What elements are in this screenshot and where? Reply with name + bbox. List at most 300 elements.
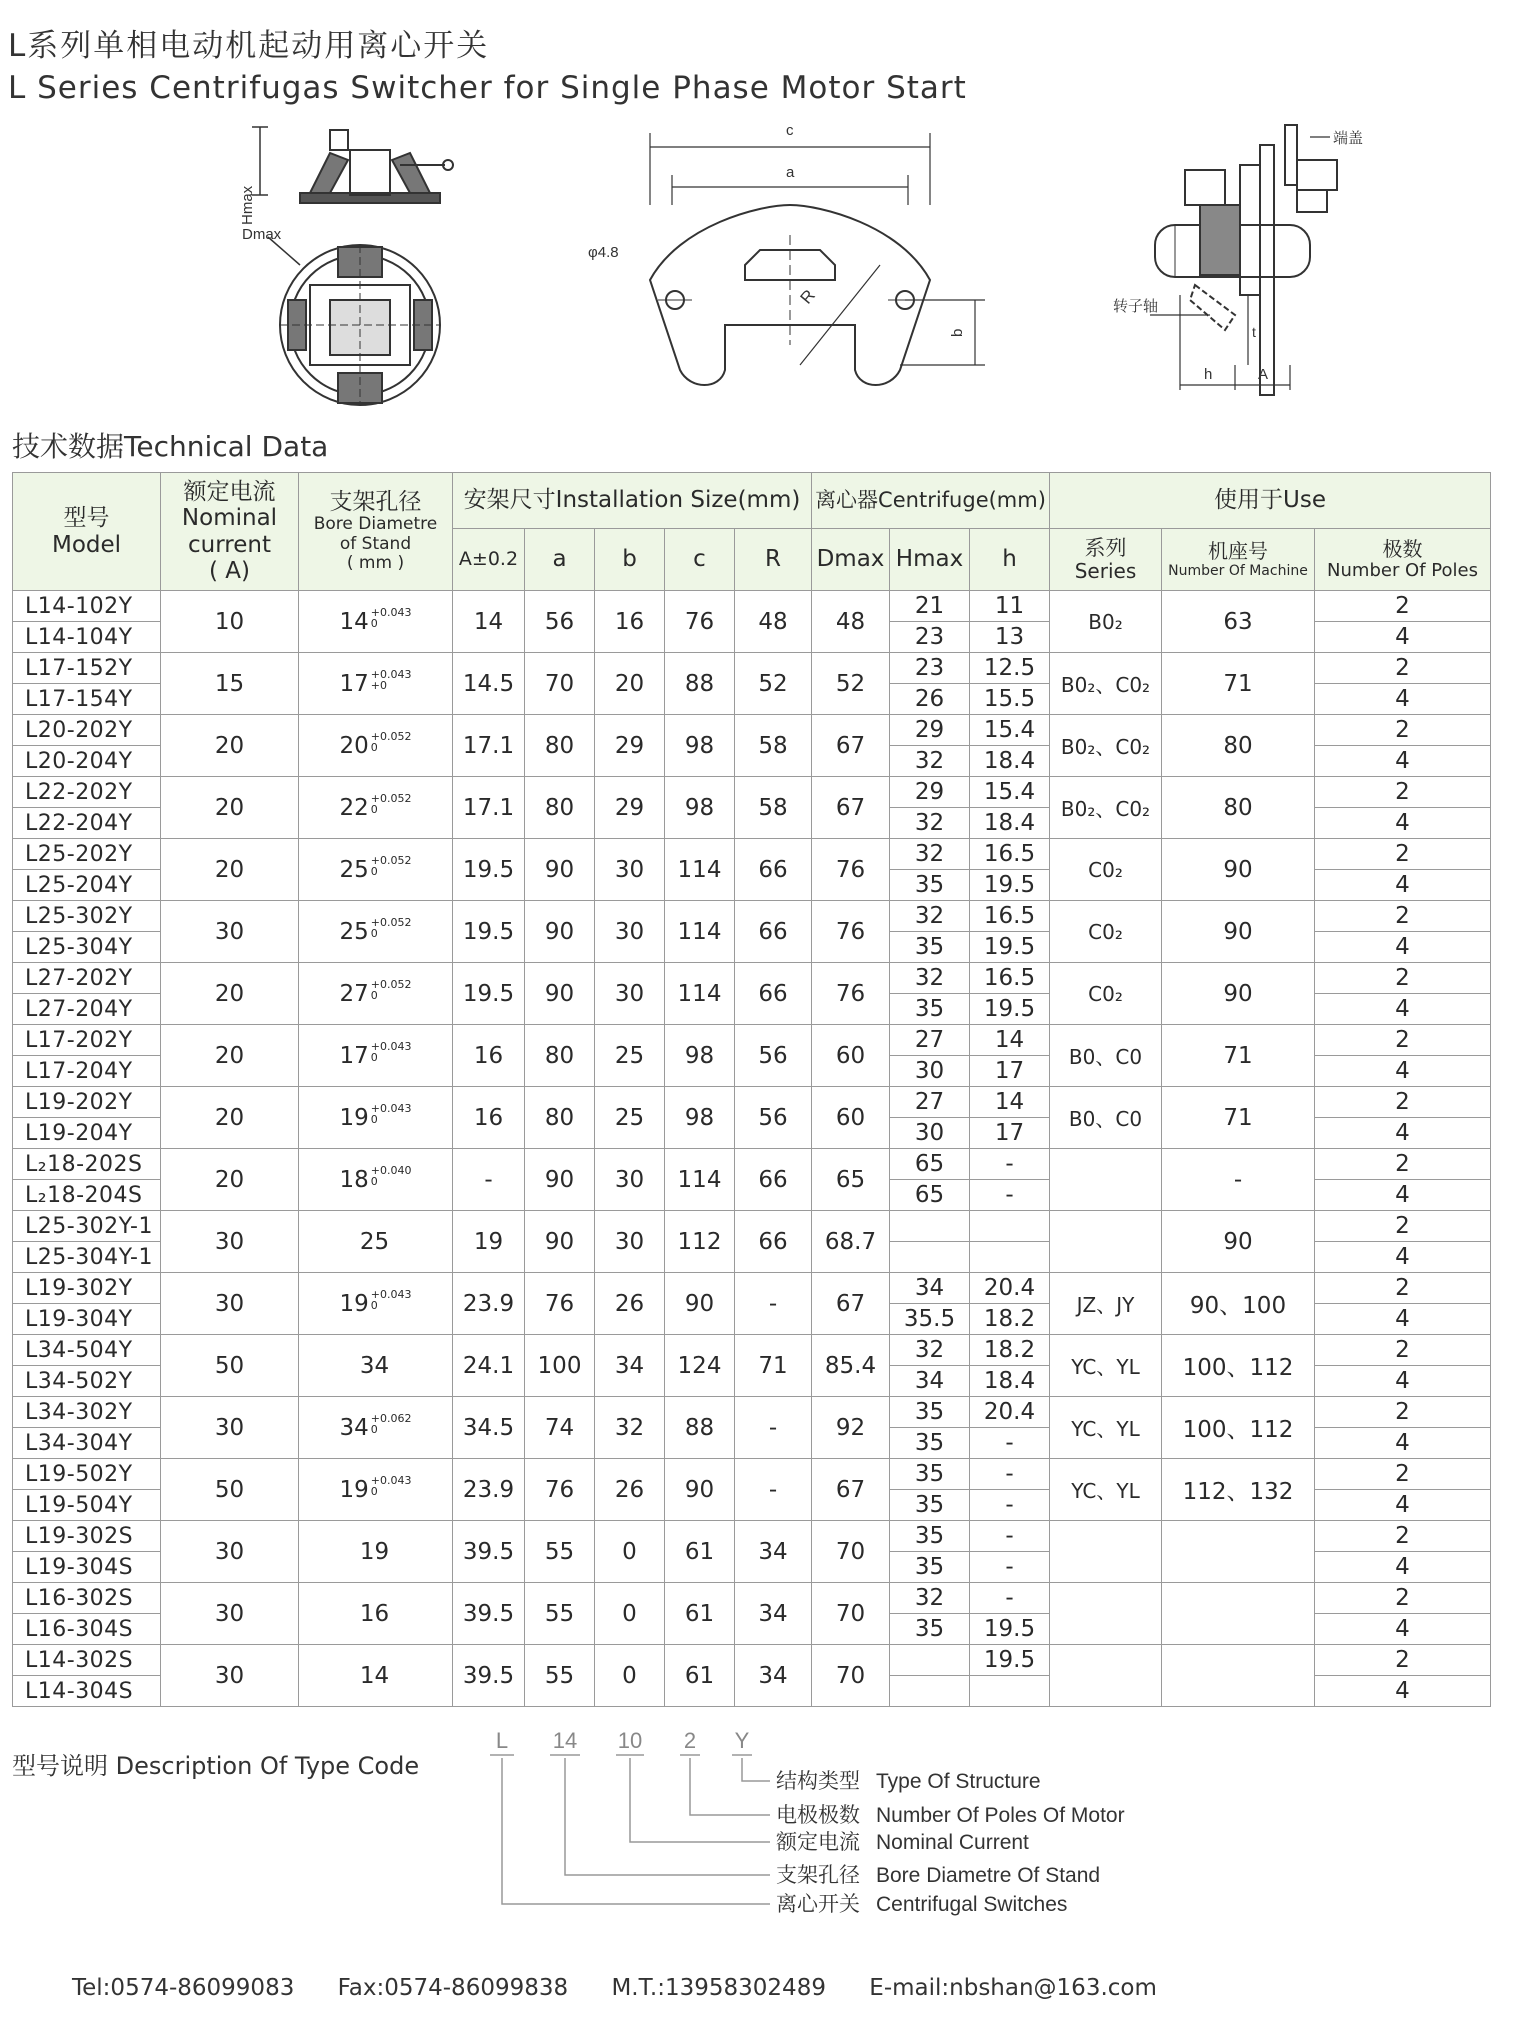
h-cell: 16.5 [970,839,1050,870]
a-cell: 39.5 [453,1645,525,1707]
h-cell: - [970,1521,1050,1552]
h-cell: 15.4 [970,777,1050,808]
poles-cell: 2 [1315,1521,1491,1552]
header-installation-size: 安架尺寸Installation Size(mm) [453,473,812,529]
type-part-10: 10 [617,1728,643,1753]
series-cell: B0、C0 [1050,1087,1162,1149]
series-cell: YC、YL [1050,1335,1162,1397]
c-cell: 98 [665,777,735,839]
bore-cell [299,1397,453,1459]
dmax-cell: 67 [812,1273,890,1335]
tolerance-upper: +0.043 [370,1101,412,1115]
hmax-cell: 35 [890,1428,970,1459]
model-cell: L20-202Y [13,715,161,746]
h-cell: - [970,1552,1050,1583]
hmax-cell: 32 [890,839,970,870]
series-cell [1050,1211,1162,1273]
poles-cell: 2 [1315,1149,1491,1180]
bore-tolerance [371,669,412,691]
table-row [13,715,1491,746]
h-cell [970,1242,1050,1273]
series-cell: C0₂ [1050,963,1162,1025]
b-cell: 0 [595,1645,665,1707]
c-cell: 114 [665,839,735,901]
label-c: c [786,122,794,139]
series-cell: JZ、JY [1050,1273,1162,1335]
poles-cell: 4 [1315,1552,1491,1583]
label-t: t [1252,324,1256,340]
b-cell: 29 [595,715,665,777]
dmax-cell: 85.4 [812,1335,890,1397]
b-cell: 30 [595,839,665,901]
bore-tolerance [371,855,412,877]
b-cell: 26 [595,1459,665,1521]
b-cell: 0 [595,1583,665,1645]
hmax-cell: 65 [890,1180,970,1211]
header-series: 系列 Series [1050,529,1162,591]
model-cell: L19-302Y [13,1273,161,1304]
model-cell: L17-204Y [13,1056,161,1087]
a-cell: - [453,1149,525,1211]
machine-cell: 63 [1162,591,1315,653]
model-cell: L25-304Y [13,932,161,963]
model-cell: L25-304Y-1 [13,1242,161,1273]
hmax-cell: 32 [890,963,970,994]
series-cell: B0、C0 [1050,1025,1162,1087]
series-cell: C0₂ [1050,839,1162,901]
c-cell: 88 [665,1397,735,1459]
tolerance-upper: +0.040 [370,1163,412,1177]
table-row [13,1211,1491,1242]
poles-cell: 2 [1315,901,1491,932]
bore-tolerance [371,1165,412,1187]
c-cell: 112 [665,1211,735,1273]
poles-cell: 2 [1315,1025,1491,1056]
technical-data-table [12,472,1491,1707]
h-cell: 15.4 [970,715,1050,746]
series-cell: B0₂、C0₂ [1050,653,1162,715]
poles-cell: 2 [1315,1583,1491,1614]
series-cell: YC、YL [1050,1397,1162,1459]
poles-cell: 4 [1315,1428,1491,1459]
drawing-mounting-bracket [650,133,985,385]
current-cell: 30 [161,1273,299,1335]
c-cell: 61 [665,1583,735,1645]
model-cell: L20-204Y [13,746,161,777]
label-b: b [949,328,966,337]
r-cell: 66 [735,901,812,963]
label-dmax: Dmax [242,226,282,243]
current-cell: 20 [161,715,299,777]
a-cell: 76 [525,1273,595,1335]
type-code-label: 型号说明 Description Of Type Code [12,1752,420,1780]
type-part-2: 2 [683,1728,697,1753]
table-row [13,839,1491,870]
h-cell: 13 [970,622,1050,653]
model-cell: L27-202Y [13,963,161,994]
poles-cell: 4 [1315,1614,1491,1645]
bore-value: 18 [339,1166,369,1193]
tolerance-upper: +0.052 [370,791,412,805]
poles-cell: 2 [1315,591,1491,622]
tolerance-upper: +0.052 [370,915,412,929]
machine-cell: 90、100 [1162,1273,1315,1335]
type-meaning-cn-bore: 支架孔径 [776,1863,860,1887]
bore-tolerance [371,979,412,1001]
machine-cell: 71 [1162,1087,1315,1149]
header-model: 型号 Model [13,473,161,591]
b-cell: 30 [595,1149,665,1211]
h-cell: 16.5 [970,901,1050,932]
dmax-cell: 70 [812,1521,890,1583]
hmax-cell [890,1211,970,1242]
a-cell: 80 [525,1087,595,1149]
dmax-cell: 70 [812,1645,890,1707]
c-cell: 124 [665,1335,735,1397]
bore-tolerance [371,607,412,629]
a-cell: 70 [525,653,595,715]
h-cell: 15.5 [970,684,1050,715]
b-cell: 20 [595,653,665,715]
model-cell: L25-302Y-1 [13,1211,161,1242]
r-cell: 66 [735,1211,812,1273]
poles-cell: 2 [1315,1211,1491,1242]
bore-value: 25 [339,856,369,883]
type-meaning-cn-switch: 离心开关 [776,1892,860,1916]
r-cell: 58 [735,777,812,839]
a-cell: 19 [453,1211,525,1273]
h-cell: 12.5 [970,653,1050,684]
table-row [13,777,1491,808]
a-cell: 19.5 [453,901,525,963]
model-cell: L19-304S [13,1552,161,1583]
h-cell: 11 [970,591,1050,622]
table-row [13,1583,1491,1614]
type-meaning-en-current: Nominal Current [876,1831,1029,1854]
r-cell: 66 [735,1149,812,1211]
hmax-cell: 35 [890,1490,970,1521]
machine-cell: 100、112 [1162,1335,1315,1397]
tolerance-lower: 0 [370,616,378,630]
model-cell: L17-154Y [13,684,161,715]
poles-cell: 4 [1315,1242,1491,1273]
a-cell: 39.5 [453,1583,525,1645]
hmax-cell: 32 [890,1335,970,1366]
h-cell: - [970,1583,1050,1614]
a-cell: 19.5 [453,963,525,1025]
dmax-cell: 70 [812,1583,890,1645]
bore-cell [299,1335,453,1397]
type-part-14: 14 [552,1728,578,1753]
r-cell: 56 [735,1025,812,1087]
a-cell: 100 [525,1335,595,1397]
a-cell: 17.1 [453,777,525,839]
a-cell: 80 [525,715,595,777]
model-cell: L14-104Y [13,622,161,653]
tolerance-upper: +0.052 [370,729,412,743]
current-cell: 30 [161,901,299,963]
h-cell: - [970,1459,1050,1490]
a-cell: 24.1 [453,1335,525,1397]
dmax-cell: 67 [812,777,890,839]
label-a: a [786,164,795,181]
poles-cell: 4 [1315,1676,1491,1707]
poles-cell: 4 [1315,994,1491,1025]
bore-tolerance [371,731,412,753]
bore-tolerance [371,1475,412,1497]
header-h: h [970,529,1050,591]
series-cell [1050,1149,1162,1211]
bore-value: 19 [339,1476,369,1503]
tolerance-lower: 0 [370,740,378,754]
b-cell: 25 [595,1025,665,1087]
model-cell: L16-304S [13,1614,161,1645]
machine-cell: 80 [1162,777,1315,839]
dmax-cell: 48 [812,591,890,653]
r-cell: 34 [735,1583,812,1645]
r-cell: 71 [735,1335,812,1397]
tolerance-lower: 0 [370,988,378,1002]
current-cell: 30 [161,1397,299,1459]
technical-data-title: 技术数据Technical Data [12,430,329,463]
model-cell: L₂18-202S [13,1149,161,1180]
b-cell: 32 [595,1397,665,1459]
type-part-Y: Y [734,1728,750,1753]
tolerance-upper: +0.043 [370,1039,412,1053]
h-cell: 18.4 [970,1366,1050,1397]
h-cell: 18.2 [970,1335,1050,1366]
h-cell: 14 [970,1025,1050,1056]
current-cell: 20 [161,1025,299,1087]
current-cell: 20 [161,1087,299,1149]
type-meaning-cn-structure: 结构类型 [776,1769,860,1793]
bore-value: 16 [359,1600,390,1627]
poles-cell: 4 [1315,1056,1491,1087]
r-cell: - [735,1459,812,1521]
tolerance-lower: 0 [370,802,378,816]
bore-value: 25 [339,918,369,945]
bore-value: 34 [359,1352,390,1379]
a-cell: 14.5 [453,653,525,715]
model-cell: L25-302Y [13,901,161,932]
tolerance-upper: +0.043 [370,667,412,681]
dmax-cell: 68.7 [812,1211,890,1273]
current-cell: 50 [161,1335,299,1397]
poles-cell: 2 [1315,839,1491,870]
h-cell: - [970,1149,1050,1180]
a-cell: 23.9 [453,1459,525,1521]
current-cell: 10 [161,591,299,653]
hmax-cell: 32 [890,901,970,932]
b-cell: 0 [595,1521,665,1583]
label-phi: φ4.8 [588,244,619,261]
model-cell: L17-202Y [13,1025,161,1056]
r-cell: - [735,1397,812,1459]
h-cell: 18.4 [970,746,1050,777]
b-cell: 30 [595,963,665,1025]
c-cell: 76 [665,591,735,653]
dmax-cell: 52 [812,653,890,715]
table-row [13,1459,1491,1490]
c-cell: 98 [665,1087,735,1149]
model-cell: L34-504Y [13,1335,161,1366]
b-cell: 26 [595,1273,665,1335]
header-current: 额定电流 Nominal current ( A) [161,473,299,591]
h-cell [970,1676,1050,1707]
model-cell: L19-202Y [13,1087,161,1118]
h-cell [970,1211,1050,1242]
h-cell: - [970,1428,1050,1459]
hmax-cell: 23 [890,653,970,684]
a-cell: 16 [453,1025,525,1087]
dmax-cell: 60 [812,1025,890,1087]
poles-cell: 4 [1315,1118,1491,1149]
bore-cell [299,1583,453,1645]
model-cell: L19-504Y [13,1490,161,1521]
type-meaning-en-switch: Centrifugal Switches [876,1893,1068,1916]
bore-cell [299,1459,453,1521]
header-machine: 机座号 Number Of Machine [1162,529,1315,591]
dmax-cell: 76 [812,839,890,901]
hmax-cell: 30 [890,1056,970,1087]
poles-cell: 4 [1315,1304,1491,1335]
c-cell: 90 [665,1459,735,1521]
table-row [13,1397,1491,1428]
table-row [13,1087,1491,1118]
machine-cell: 71 [1162,653,1315,715]
header-dmax: Dmax [812,529,890,591]
poles-cell: 2 [1315,1335,1491,1366]
a-cell: 90 [525,963,595,1025]
h-cell: 20.4 [970,1273,1050,1304]
poles-cell: 2 [1315,1397,1491,1428]
machine-cell [1162,1645,1315,1707]
machine-cell: 100、112 [1162,1397,1315,1459]
hmax-cell: 32 [890,808,970,839]
dmax-cell: 67 [812,1459,890,1521]
header-b: b [595,529,665,591]
h-cell: 18.4 [970,808,1050,839]
header-a: a [525,529,595,591]
c-cell: 90 [665,1273,735,1335]
hmax-cell: 35.5 [890,1304,970,1335]
header-use: 使用于Use [1050,473,1491,529]
label-rotor-shaft: 转子轴 [1113,297,1159,315]
current-cell: 20 [161,963,299,1025]
b-cell: 29 [595,777,665,839]
h-cell: 17 [970,1118,1050,1149]
tolerance-lower: 0 [370,1422,378,1436]
tolerance-lower: 0 [370,1112,378,1126]
model-cell: L34-302Y [13,1397,161,1428]
machine-cell: 112、132 [1162,1459,1315,1521]
tolerance-lower: +0 [370,678,387,692]
table-row [13,1273,1491,1304]
bore-tolerance [371,1413,412,1435]
r-cell: 34 [735,1645,812,1707]
model-cell: L16-302S [13,1583,161,1614]
model-cell: L27-204Y [13,994,161,1025]
label-r: R [796,285,819,308]
poles-cell: 4 [1315,622,1491,653]
a-cell: 80 [525,777,595,839]
bore-value: 25 [359,1228,390,1255]
model-cell: L19-304Y [13,1304,161,1335]
poles-cell: 2 [1315,777,1491,808]
bore-tolerance [371,917,412,939]
poles-cell: 4 [1315,1180,1491,1211]
series-cell: B0₂、C0₂ [1050,777,1162,839]
page-title-en: L Series Centrifugas Switcher for Single Phase Motor Start [8,70,967,106]
header-hmax: Hmax [890,529,970,591]
series-cell [1050,1645,1162,1707]
a-cell: 23.9 [453,1273,525,1335]
h-cell: 14 [970,1087,1050,1118]
hmax-cell: 32 [890,746,970,777]
c-cell: 88 [665,653,735,715]
type-meaning-cn-current: 额定电流 [776,1830,860,1854]
bore-cell [299,1521,453,1583]
technical-drawings [0,115,1524,415]
a-cell: 14 [453,591,525,653]
h-cell: 18.2 [970,1304,1050,1335]
current-cell: 30 [161,1645,299,1707]
hmax-cell: 35 [890,1459,970,1490]
bore-value: 20 [339,732,369,759]
h-cell: 16.5 [970,963,1050,994]
hmax-cell: 35 [890,1614,970,1645]
hmax-cell: 30 [890,1118,970,1149]
series-cell: B0₂、C0₂ [1050,715,1162,777]
header-centrifuge: 离心器Centrifuge(mm) [812,473,1050,529]
hmax-cell: 35 [890,1521,970,1552]
table-row [13,1521,1491,1552]
type-meaning-en-poles: Number Of Poles Of Motor [876,1804,1125,1827]
tolerance-upper: +0.052 [370,853,412,867]
poles-cell: 2 [1315,1459,1491,1490]
label-hmax: Hmax [239,185,256,225]
model-cell: L14-302S [13,1645,161,1676]
a-cell: 34.5 [453,1397,525,1459]
table-row [13,1645,1491,1676]
a-cell: 90 [525,901,595,963]
hmax-cell: 29 [890,777,970,808]
r-cell: 66 [735,839,812,901]
h-cell: - [970,1180,1050,1211]
tolerance-lower: 0 [370,1050,378,1064]
bore-cell [299,963,453,1025]
model-cell: L14-102Y [13,591,161,622]
hmax-cell: 35 [890,870,970,901]
poles-cell: 4 [1315,746,1491,777]
a-cell: 16 [453,1087,525,1149]
c-cell: 98 [665,715,735,777]
current-cell: 20 [161,1149,299,1211]
bore-value: 19 [359,1538,390,1565]
hmax-cell: 35 [890,994,970,1025]
c-cell: 114 [665,963,735,1025]
bore-cell [299,777,453,839]
header-bore: 支架孔径 Bore Diametre of Stand ( mm ) [299,473,453,591]
r-cell: 34 [735,1521,812,1583]
c-cell: 61 [665,1645,735,1707]
table-row [13,1149,1491,1180]
h-cell: 19.5 [970,994,1050,1025]
table-row [13,591,1491,622]
model-cell: L17-152Y [13,653,161,684]
b-cell: 30 [595,1211,665,1273]
a-cell: 76 [525,1459,595,1521]
